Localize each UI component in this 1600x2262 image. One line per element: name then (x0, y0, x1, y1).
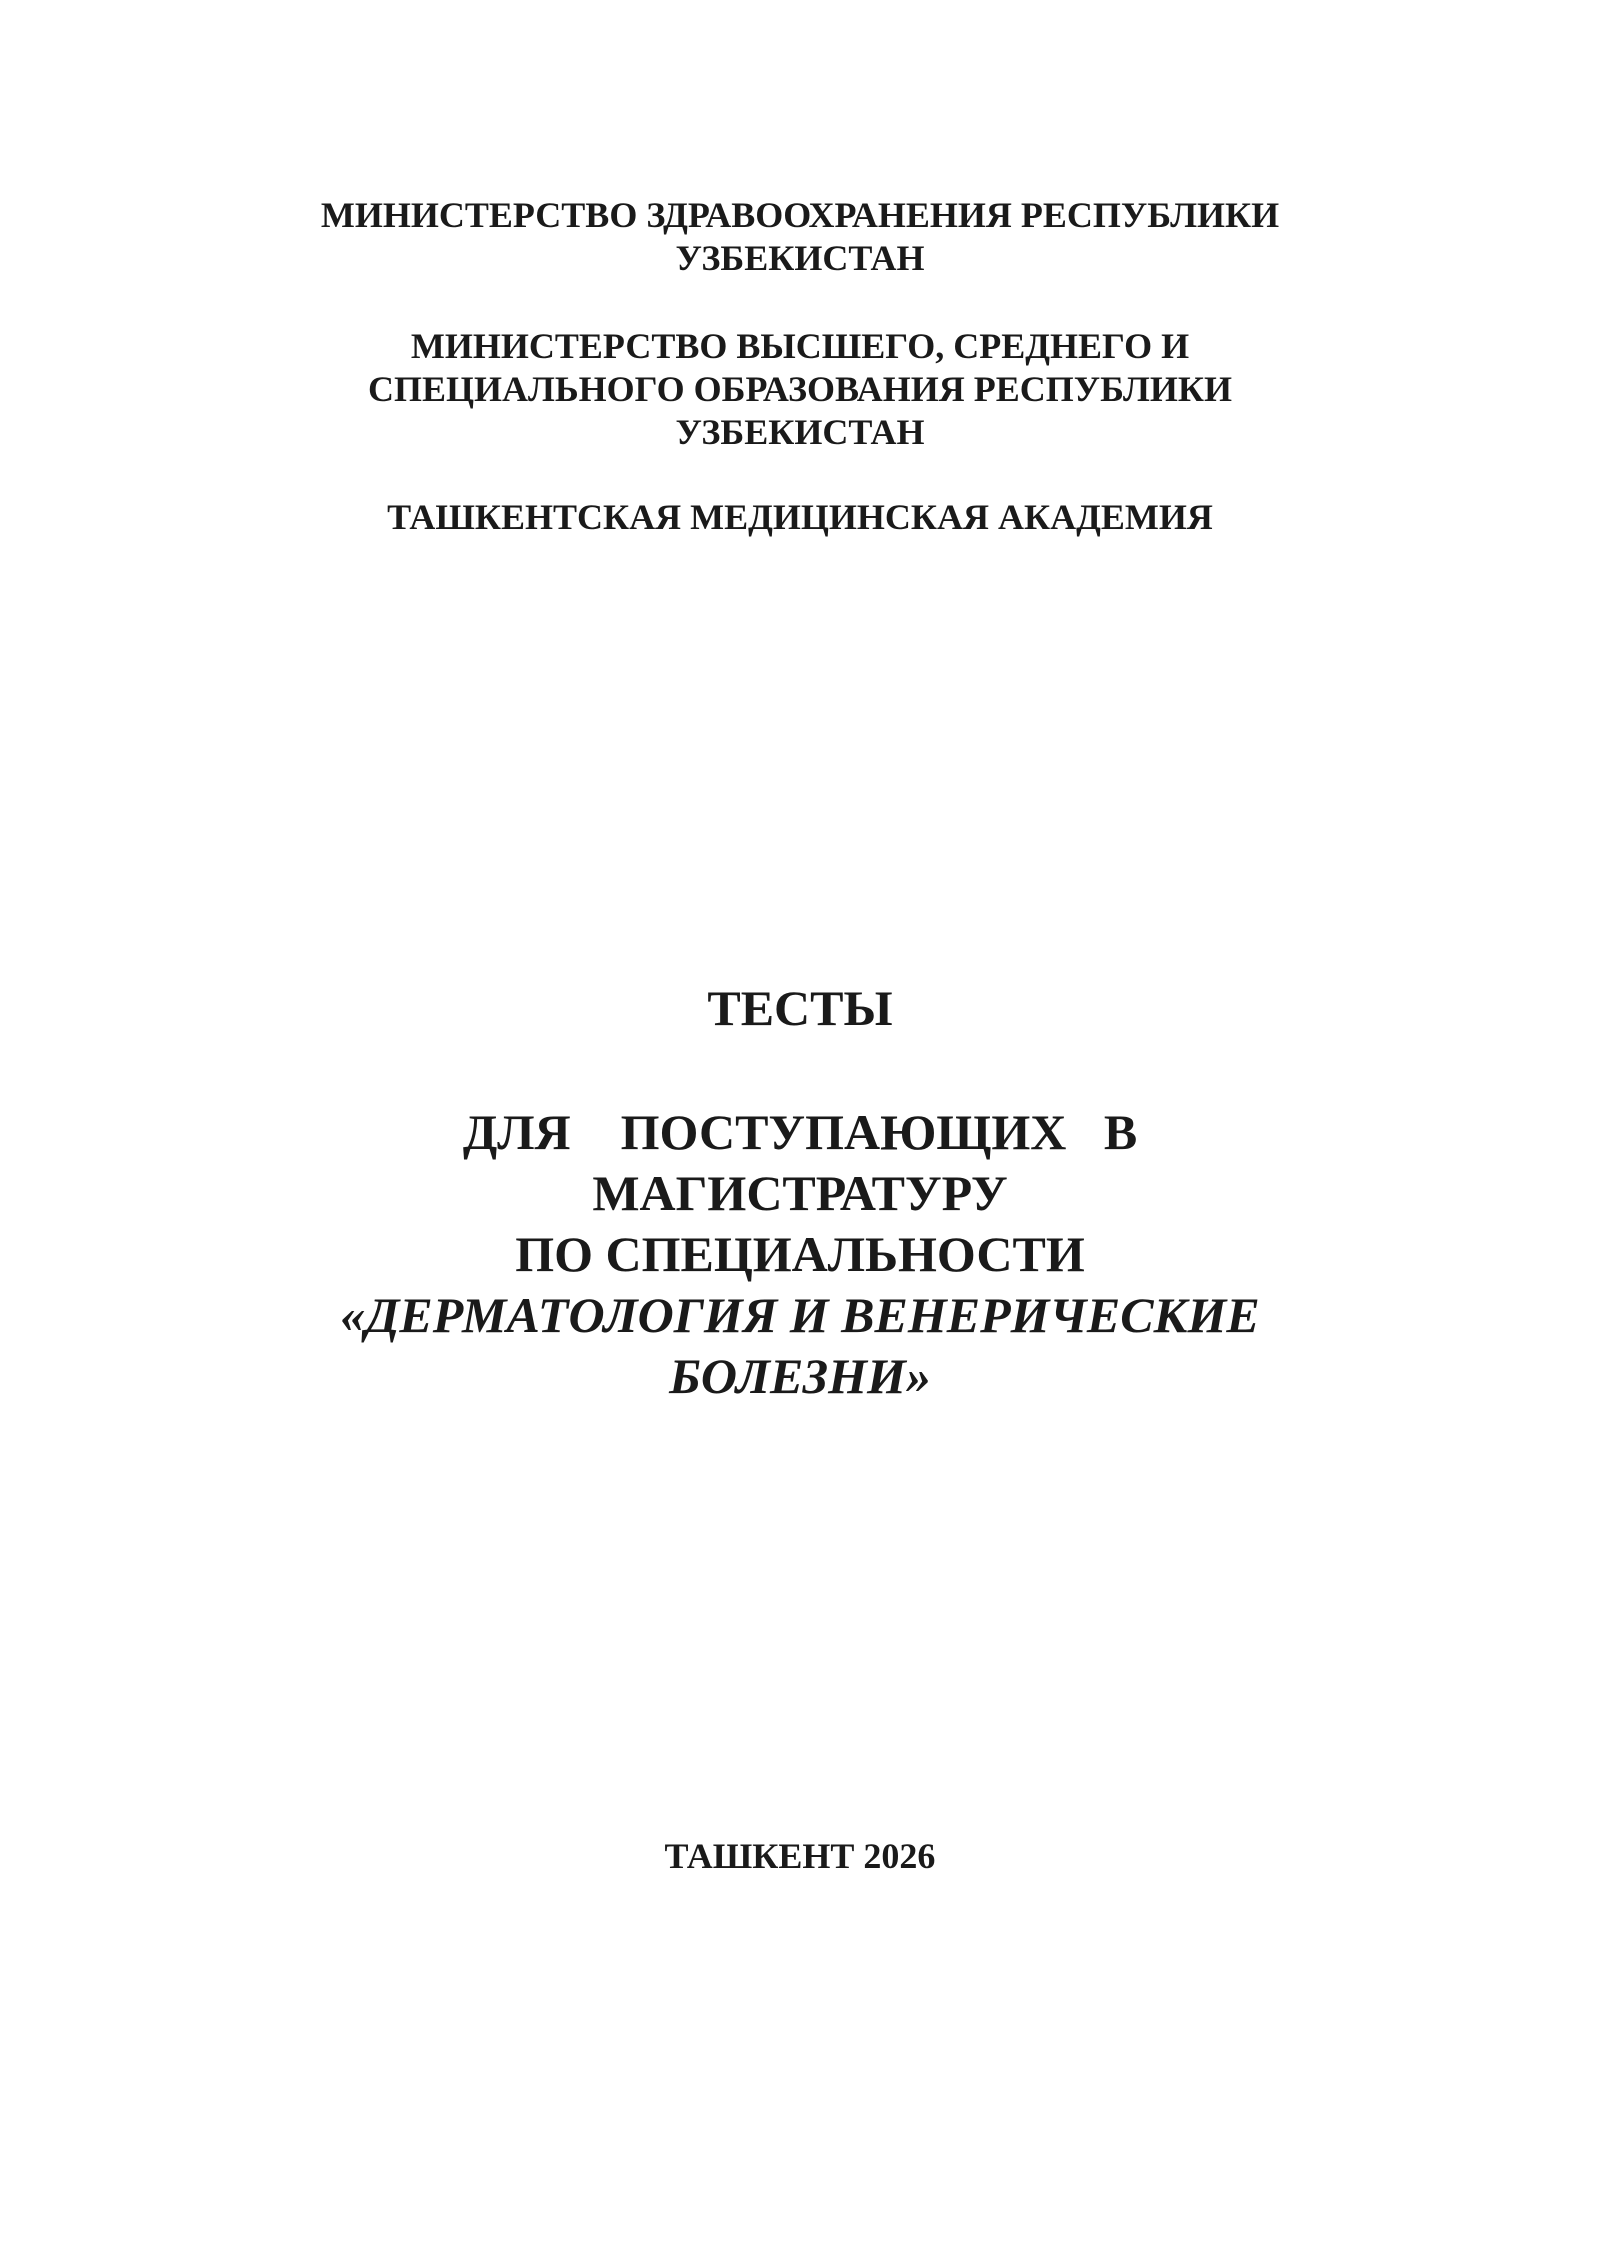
ministry-health-heading (0, 194, 1600, 280)
heading-line: УЗБЕКИСТАН (675, 412, 925, 452)
academy-heading (0, 496, 1600, 539)
specialty-line: «ДЕРМАТОЛОГИЯ И ВЕНЕРИЧЕСКИЕ (340, 1287, 1260, 1343)
subtitle-line: МАГИСТРАТУРУ (592, 1165, 1008, 1221)
heading-line: ТАШКЕНТСКАЯ МЕДИЦИНСКАЯ АКАДЕМИЯ (387, 497, 1213, 537)
city-year-footer (0, 1835, 1600, 1878)
document-subtitle (0, 1102, 1600, 1407)
heading-line: МИНИСТЕРСТВО ВЫСШЕГО, СРЕДНЕГО И (410, 326, 1190, 366)
specialty-line: БОЛЕЗНИ» (669, 1348, 931, 1404)
heading-line: СПЕЦИАЛЬНОГО ОБРАЗОВАНИЯ РЕСПУБЛИКИ (368, 369, 1232, 409)
title-line: ТЕСТЫ (707, 980, 893, 1036)
subtitle-line: ДЛЯ ПОСТУПАЮЩИХ В (462, 1104, 1138, 1160)
document-title (0, 978, 1600, 1039)
footer-line: ТАШКЕНТ 2026 (664, 1836, 936, 1876)
ministry-education-heading (0, 325, 1600, 454)
subtitle-line: ПО СПЕЦИАЛЬНОСТИ (515, 1226, 1085, 1282)
heading-line: УЗБЕКИСТАН (675, 238, 925, 278)
heading-line: МИНИСТЕРСТВО ЗДРАВООХРАНЕНИЯ РЕСПУБЛИКИ (320, 195, 1280, 235)
